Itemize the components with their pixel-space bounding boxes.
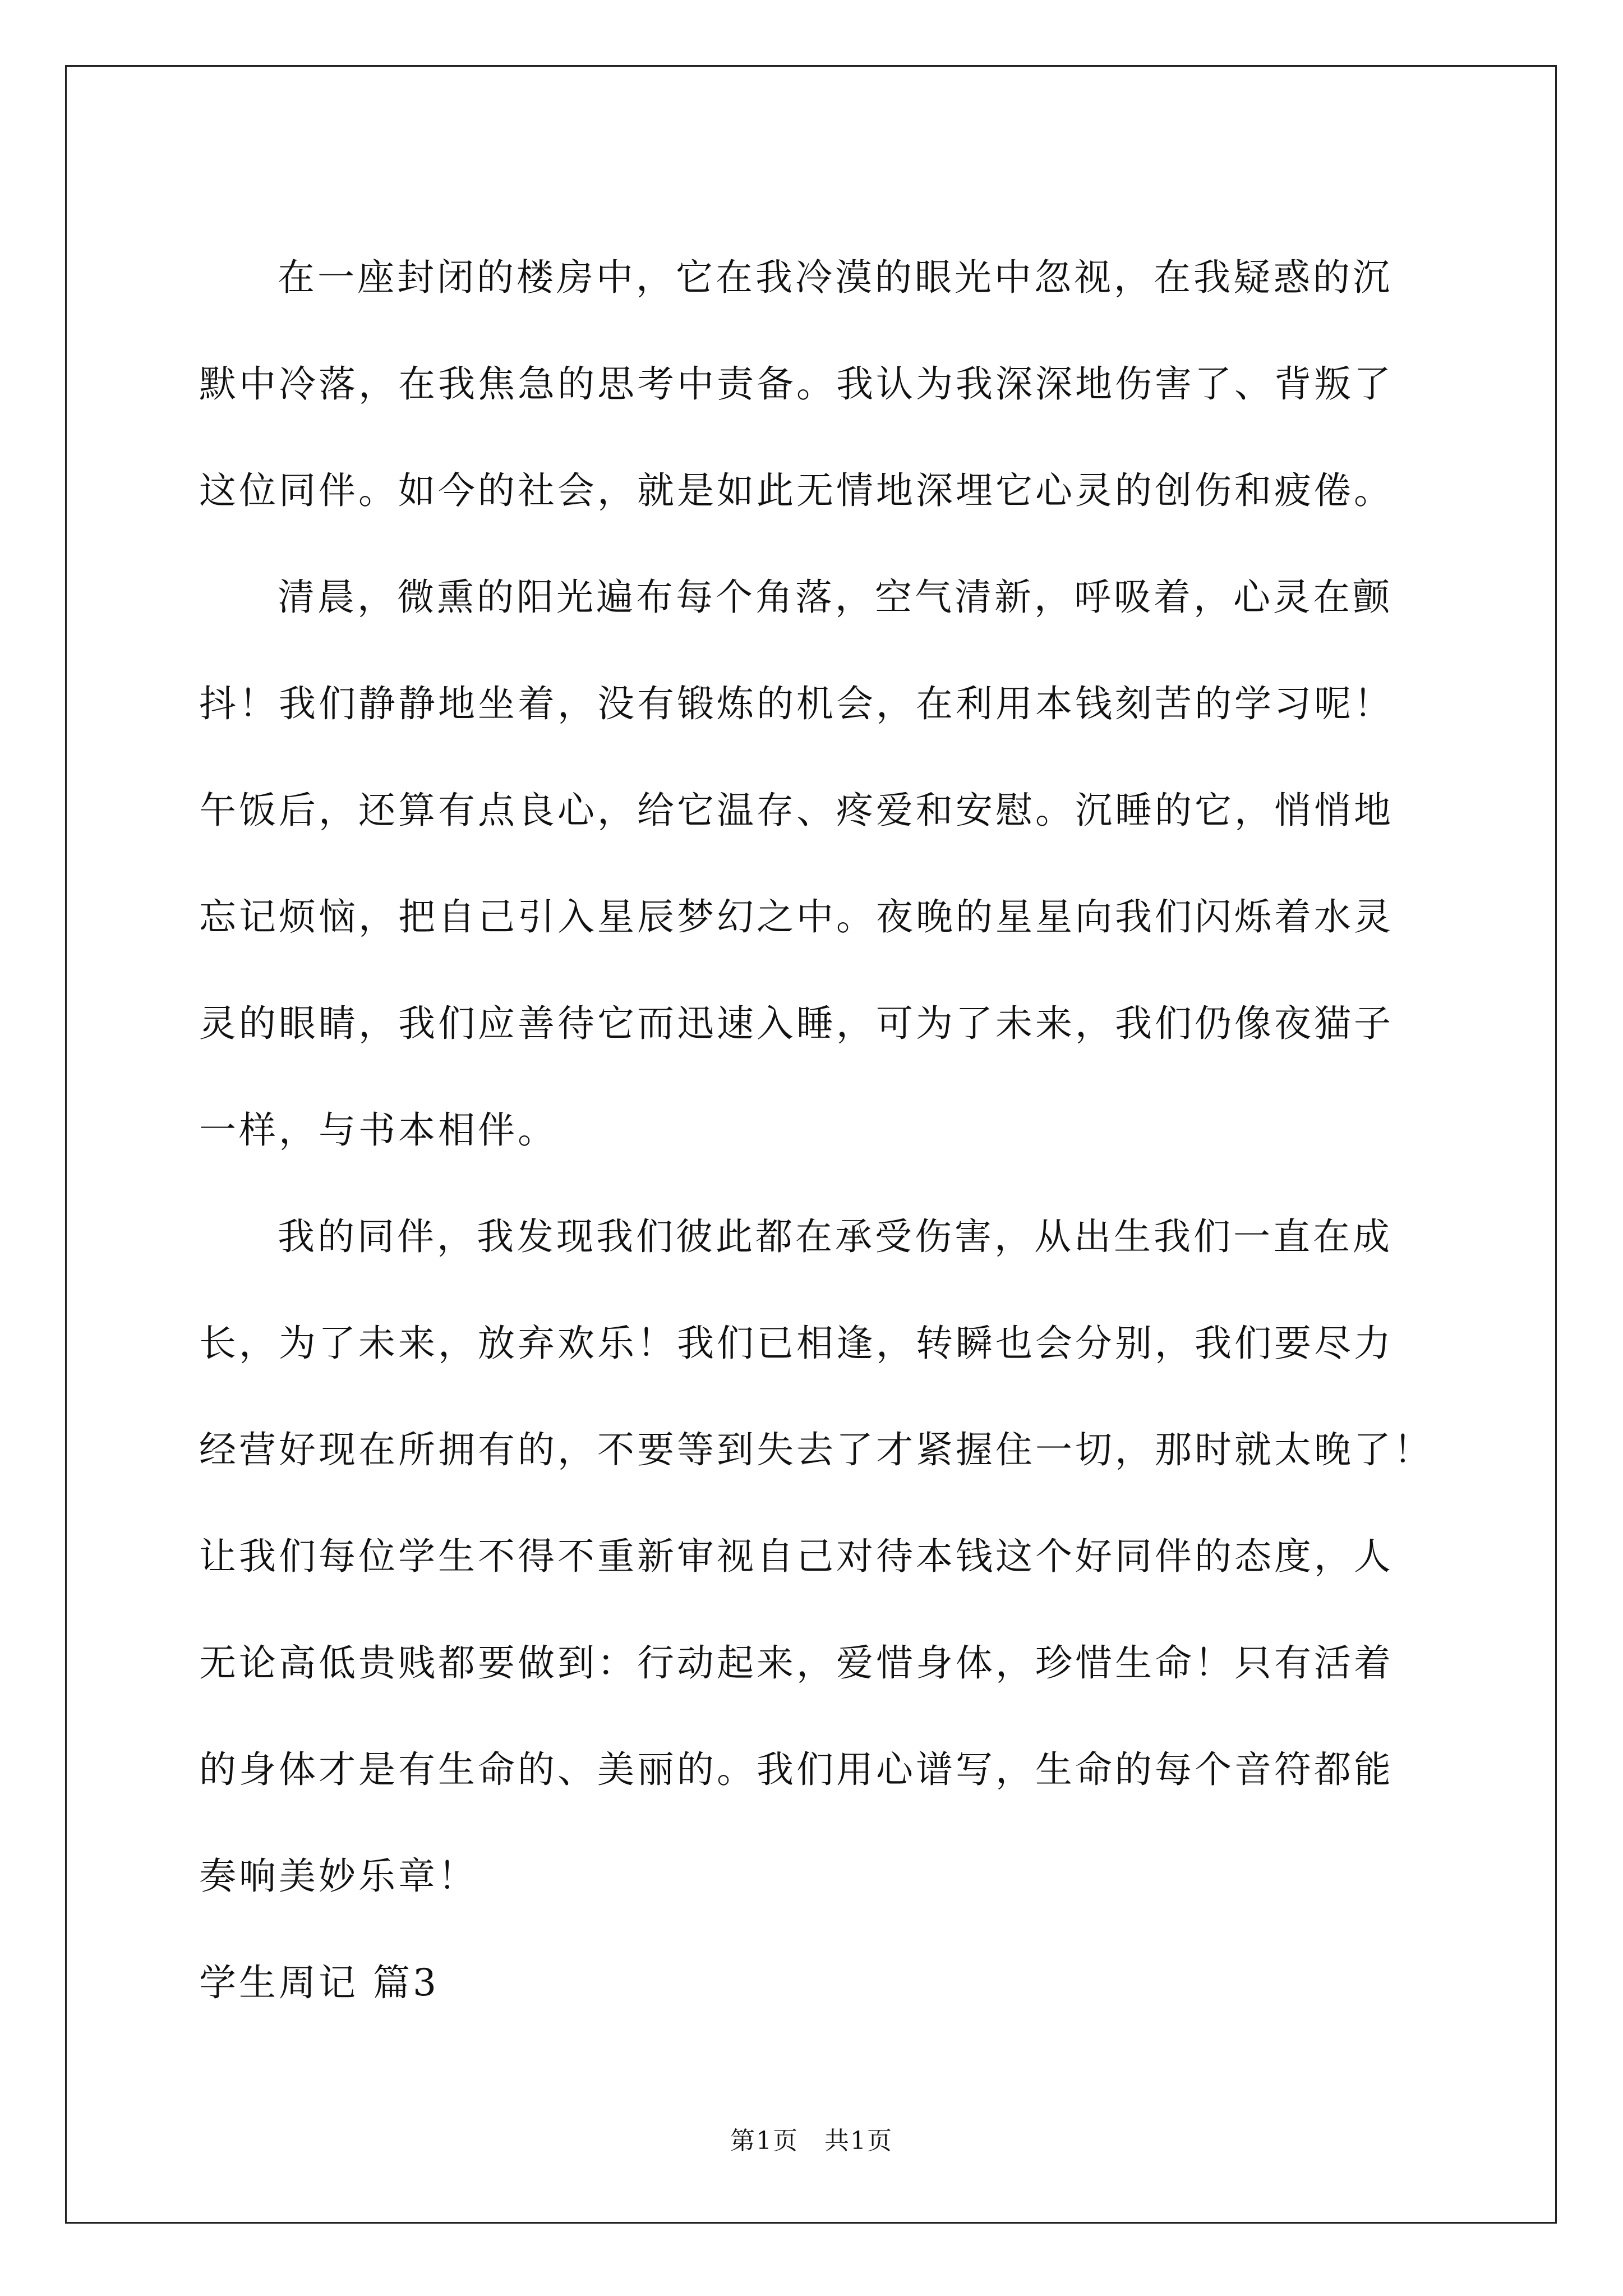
paragraph-3-line-3: 经营好现在所拥有的，不要等到失去了才紧握住一切，那时就太晚了！ xyxy=(199,1428,1433,1471)
section-heading: 学生周记 篇3 xyxy=(199,1961,439,2004)
paragraph-3-line-5: 无论高低贵贱都要做到：行动起来，爱惜身体，珍惜生命！只有活着 xyxy=(199,1641,1394,1685)
paragraph-2-line-5: 灵的眼睛，我们应善待它而迅速入睡，可为了未来，我们仍像夜猫子 xyxy=(199,1002,1394,1045)
paragraph-1-line-2: 默中冷落，在我焦急的思考中责备。我认为我深深地伤害了、背叛了 xyxy=(199,362,1394,406)
paragraph-1-line-1: 在一座封闭的楼房中，它在我冷漠的眼光中忽视，在我疑惑的沉 xyxy=(278,256,1393,299)
paragraph-1-line-3: 这位同伴。如今的社会，就是如此无情地深埋它心灵的创伤和疲倦。 xyxy=(199,469,1394,512)
paragraph-2-line-6: 一样，与书本相伴。 xyxy=(199,1108,557,1152)
document-body xyxy=(199,224,1433,2036)
paragraph-3-line-2: 长，为了未来，放弃欢乐！我们已相逢，转瞬也会分别，我们要尽力 xyxy=(199,1322,1394,1365)
page-footer: 第1页 共1页 xyxy=(730,2127,893,2155)
paragraph-2-line-2: 抖！我们静静地坐着，没有锻炼的机会，在利用本钱刻苦的学习呢！ xyxy=(199,682,1394,725)
paragraph-3-line-6: 的身体才是有生命的、美丽的。我们用心谱写，生命的每个音符都能 xyxy=(199,1748,1394,1791)
paragraph-2-line-1: 清晨，微熏的阳光遍布每个角落，空气清新，呼吸着，心灵在颤 xyxy=(278,576,1393,619)
paragraph-3-line-7: 奏响美妙乐章！ xyxy=(199,1855,478,1898)
paragraph-3-line-4: 让我们每位学生不得不重新审视自己对待本钱这个好同伴的态度，人 xyxy=(199,1535,1394,1578)
paragraph-2-line-4: 忘记烦恼，把自己引入星辰梦幻之中。夜晚的星星向我们闪烁着水灵 xyxy=(199,895,1394,938)
paragraph-2-line-3: 午饭后，还算有点良心，给它温存、疼爱和安慰。沉睡的它，悄悄地 xyxy=(199,789,1394,832)
paragraph-3-line-1: 我的同伴，我发现我们彼此都在承受伤害，从出生我们一直在成 xyxy=(278,1215,1393,1258)
